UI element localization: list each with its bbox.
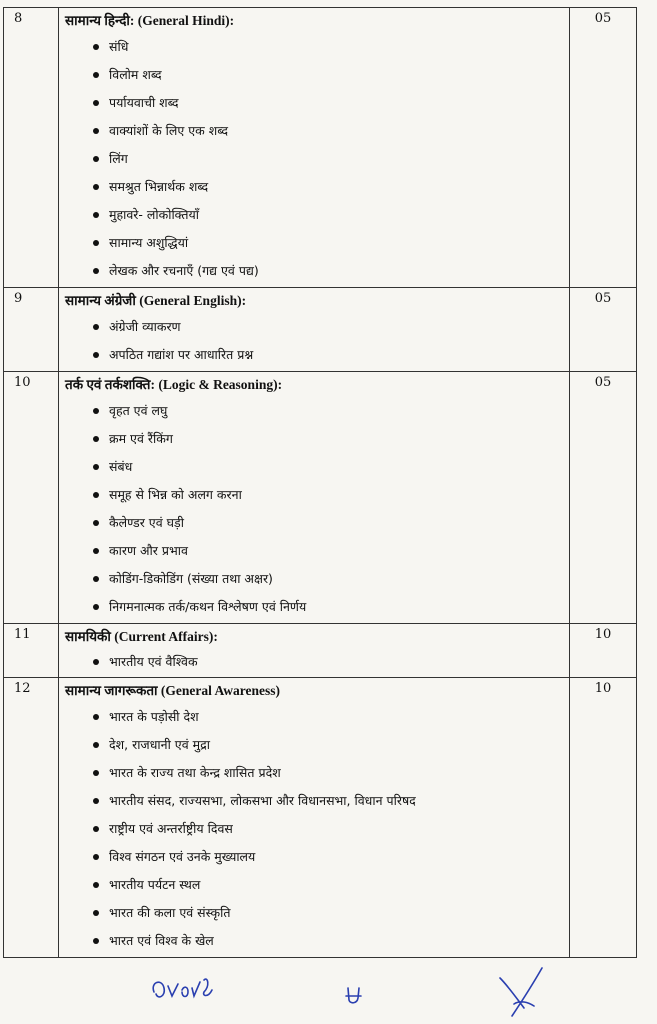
topic-heading: सामान्य हिन्दी: (General Hindi):	[65, 13, 235, 28]
list-item-text: भारत एवं विश्व के खेल	[109, 933, 214, 948]
list-item	[65, 899, 569, 927]
syllabus-row	[4, 624, 637, 678]
bullet-icon	[93, 714, 99, 720]
topic-list	[65, 703, 569, 957]
topic-list	[65, 313, 569, 371]
bullet-icon	[93, 100, 99, 106]
list-item	[65, 173, 569, 201]
syllabus-row	[4, 8, 637, 288]
list-item	[65, 537, 569, 565]
bullet-icon	[93, 854, 99, 860]
bullet-icon	[93, 492, 99, 498]
signature-2	[341, 982, 367, 1008]
row-number: 11	[4, 624, 59, 678]
bullet-icon	[93, 72, 99, 78]
row-number: 8	[4, 8, 59, 288]
list-item	[65, 759, 569, 787]
topic-cell	[59, 8, 570, 288]
list-item-text: राष्ट्रीय एवं अन्तर्राष्ट्रीय दिवस	[109, 821, 233, 836]
bullet-icon	[93, 352, 99, 358]
list-item-text: पर्यायवाची शब्द	[109, 95, 179, 110]
list-item-text: कोडिंग-डिकोडिंग (संख्या तथा अक्षर)	[109, 571, 273, 586]
syllabus-table	[3, 7, 637, 958]
bullet-icon	[93, 520, 99, 526]
list-item	[65, 201, 569, 229]
bullet-icon	[93, 882, 99, 888]
marks-cell: 05	[570, 8, 637, 288]
bullet-icon	[93, 826, 99, 832]
list-item-text: लेखक और रचनाएँ (गद्य एवं पद्य)	[109, 263, 259, 278]
bullet-icon	[93, 798, 99, 804]
topic-cell	[59, 678, 570, 958]
list-item	[65, 509, 569, 537]
list-item	[65, 89, 569, 117]
bullet-icon	[93, 156, 99, 162]
list-item-text: निगमनात्मक तर्क/कथन विश्लेषण एवं निर्णय	[109, 599, 307, 614]
bullet-icon	[93, 408, 99, 414]
list-item	[65, 481, 569, 509]
list-item-text: संधि	[109, 39, 129, 54]
list-item-text: विश्व संगठन एवं उनके मुख्यालय	[109, 849, 256, 864]
bullet-icon	[93, 212, 99, 218]
marks-cell: 10	[570, 624, 637, 678]
list-item-text: भारतीय संसद, राज्यसभा, लोकसभा और विधानसभा, विधान परिषद	[109, 793, 416, 808]
list-item	[65, 703, 569, 731]
list-item	[65, 117, 569, 145]
list-item-text: अपठित गद्यांश पर आधारित प्रश्न	[109, 347, 254, 362]
list-item-text: कारण और प्रभाव	[109, 543, 188, 558]
list-item-text: संबंध	[109, 459, 133, 474]
list-item	[65, 453, 569, 481]
list-item-text: विलोम शब्द	[109, 67, 162, 82]
list-item-text: वृहत एवं लघु	[109, 403, 168, 418]
list-item	[65, 927, 569, 955]
list-item	[65, 787, 569, 815]
bullet-icon	[93, 240, 99, 246]
list-item	[65, 593, 569, 621]
list-item	[65, 229, 569, 257]
bullet-icon	[93, 268, 99, 274]
list-item	[65, 61, 569, 89]
list-item-text: लिंग	[109, 151, 128, 166]
list-item	[65, 425, 569, 453]
bullet-icon	[93, 464, 99, 470]
bullet-icon	[93, 742, 99, 748]
list-item-text: भारतीय पर्यटन स्थल	[109, 877, 201, 892]
list-item	[65, 397, 569, 425]
list-item	[65, 565, 569, 593]
bullet-icon	[93, 604, 99, 610]
bullet-icon	[93, 576, 99, 582]
marks-cell: 05	[570, 372, 637, 624]
list-item	[65, 145, 569, 173]
bullet-icon	[93, 910, 99, 916]
row-number: 10	[4, 372, 59, 624]
topic-cell	[59, 288, 570, 372]
list-item	[65, 341, 569, 369]
topic-list	[65, 649, 569, 677]
bullet-icon	[93, 128, 99, 134]
list-item	[65, 731, 569, 759]
list-item	[65, 257, 569, 285]
bullet-icon	[93, 44, 99, 50]
topic-list	[65, 397, 569, 623]
list-item	[65, 649, 569, 675]
list-item-text: क्रम एवं रैंकिंग	[109, 431, 173, 446]
list-item-text: कैलेण्डर एवं घड़ी	[109, 515, 184, 530]
topic-heading: सामान्य जागरूकता (General Awareness)	[65, 683, 281, 698]
bullet-icon	[93, 938, 99, 944]
syllabus-row	[4, 288, 637, 372]
marks-cell: 05	[570, 288, 637, 372]
bullet-icon	[93, 659, 99, 665]
syllabus-row	[4, 372, 637, 624]
bullet-icon	[93, 184, 99, 190]
topic-cell	[59, 624, 570, 678]
syllabus-row	[4, 678, 637, 958]
topic-heading: सामयिकी (Current Affairs):	[65, 629, 218, 644]
marks-cell: 10	[570, 678, 637, 958]
list-item	[65, 843, 569, 871]
row-number: 9	[4, 288, 59, 372]
topic-heading: सामान्य अंग्रेजी (General English):	[65, 293, 247, 308]
list-item-text: अंग्रेजी व्याकरण	[109, 319, 181, 334]
signature-1	[148, 972, 218, 1008]
list-item	[65, 871, 569, 899]
list-item-text: मुहावरे- लोकोक्तियाँ	[109, 207, 199, 222]
list-item-text: देश, राजधानी एवं मुद्रा	[109, 737, 210, 752]
bullet-icon	[93, 770, 99, 776]
list-item	[65, 313, 569, 341]
list-item-text: भारत के राज्य तथा केन्द्र शासित प्रदेश	[109, 765, 281, 780]
topic-cell	[59, 372, 570, 624]
bullet-icon	[93, 324, 99, 330]
list-item-text: भारतीय एवं वैश्विक	[109, 654, 198, 669]
list-item-text: सामान्य अशुद्धियां	[109, 235, 189, 250]
row-number: 12	[4, 678, 59, 958]
bullet-icon	[93, 548, 99, 554]
topic-heading: तर्क एवं तर्कशक्ति: (Logic & Reasoning):	[65, 377, 283, 392]
signature-3	[494, 964, 550, 1020]
syllabus-rows	[4, 8, 637, 958]
list-item-text: समश्रुत भिन्नार्थक शब्द	[109, 179, 209, 194]
list-item-text: समूह से भिन्न को अलग करना	[109, 487, 242, 502]
list-item	[65, 815, 569, 843]
topic-list	[65, 33, 569, 287]
list-item-text: वाक्यांशों के लिए एक शब्द	[109, 123, 229, 138]
list-item	[65, 33, 569, 61]
bullet-icon	[93, 436, 99, 442]
list-item-text: भारत के पड़ोसी देश	[109, 709, 199, 724]
list-item-text: भारत की कला एवं संस्कृति	[109, 905, 231, 920]
